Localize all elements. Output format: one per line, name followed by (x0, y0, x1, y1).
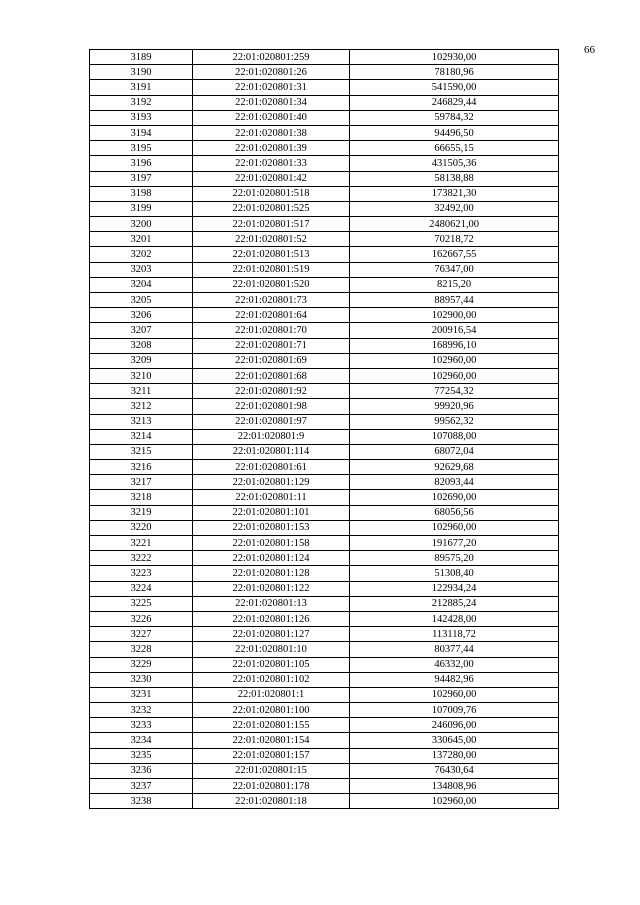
table-row (90, 505, 559, 520)
cadastral-number-cell: 22:01:020801:42 (193, 171, 350, 186)
table-row (90, 353, 559, 368)
cadastral-number-cell: 22:01:020801:97 (193, 414, 350, 429)
cadastral-value-cell: 246829,44 (350, 95, 559, 110)
table-row (90, 490, 559, 505)
cadastral-number-cell: 22:01:020801:34 (193, 95, 350, 110)
cadastral-value-cell: 246096,00 (350, 718, 559, 733)
table-row (90, 779, 559, 794)
table-row (90, 262, 559, 277)
cadastral-value-cell: 82093,44 (350, 475, 559, 490)
cadastral-value-cell: 94482,96 (350, 672, 559, 687)
row-number-cell: 3224 (90, 581, 193, 596)
row-number-cell: 3234 (90, 733, 193, 748)
cadastral-number-cell: 22:01:020801:98 (193, 399, 350, 414)
cadastral-number-cell: 22:01:020801:158 (193, 536, 350, 551)
cadastral-number-cell: 22:01:020801:124 (193, 551, 350, 566)
table-row (90, 748, 559, 763)
row-number-cell: 3212 (90, 399, 193, 414)
table-row (90, 718, 559, 733)
cadastral-value-cell: 137280,00 (350, 748, 559, 763)
row-number-cell: 3215 (90, 444, 193, 459)
row-number-cell: 3202 (90, 247, 193, 262)
table-row (90, 368, 559, 383)
cadastral-number-cell: 22:01:020801:1 (193, 687, 350, 702)
cadastral-value-cell: 89575,20 (350, 551, 559, 566)
table-row (90, 627, 559, 642)
cadastral-number-cell: 22:01:020801:18 (193, 794, 350, 809)
cadastral-number-cell: 22:01:020801:26 (193, 65, 350, 80)
cadastral-value-cell: 70218,72 (350, 232, 559, 247)
cadastral-value-cell: 99920,96 (350, 399, 559, 414)
cadastral-value-cell: 212885,24 (350, 596, 559, 611)
cadastral-value-cell: 107088,00 (350, 429, 559, 444)
cadastral-value-cell: 78180,96 (350, 65, 559, 80)
cadastral-number-cell: 22:01:020801:52 (193, 232, 350, 247)
cadastral-value-cell: 8215,20 (350, 277, 559, 292)
cadastral-value-cell: 46332,00 (350, 657, 559, 672)
cadastral-number-cell: 22:01:020801:33 (193, 156, 350, 171)
table-row (90, 763, 559, 778)
table-row (90, 232, 559, 247)
row-number-cell: 3218 (90, 490, 193, 505)
cadastral-number-cell: 22:01:020801:68 (193, 368, 350, 383)
table-row (90, 110, 559, 125)
row-number-cell: 3193 (90, 110, 193, 125)
cadastral-value-cell: 107009,76 (350, 703, 559, 718)
row-number-cell: 3229 (90, 657, 193, 672)
cadastral-value-cell: 77254,32 (350, 384, 559, 399)
cadastral-number-cell: 22:01:020801:518 (193, 186, 350, 201)
cadastral-number-cell: 22:01:020801:9 (193, 429, 350, 444)
row-number-cell: 3209 (90, 353, 193, 368)
cadastral-value-cell: 32492,00 (350, 201, 559, 216)
row-number-cell: 3191 (90, 80, 193, 95)
cadastral-number-cell: 22:01:020801:100 (193, 703, 350, 718)
table-row (90, 247, 559, 262)
row-number-cell: 3236 (90, 763, 193, 778)
cadastral-number-cell: 22:01:020801:154 (193, 733, 350, 748)
row-number-cell: 3206 (90, 308, 193, 323)
row-number-cell: 3199 (90, 201, 193, 216)
row-number-cell: 3211 (90, 384, 193, 399)
table-row (90, 65, 559, 80)
cadastral-value-cell: 80377,44 (350, 642, 559, 657)
cadastral-number-cell: 22:01:020801:520 (193, 277, 350, 292)
cadastral-number-cell: 22:01:020801:39 (193, 141, 350, 156)
cadastral-number-cell: 22:01:020801:15 (193, 763, 350, 778)
row-number-cell: 3214 (90, 429, 193, 444)
cadastral-number-cell: 22:01:020801:178 (193, 779, 350, 794)
row-number-cell: 3195 (90, 141, 193, 156)
cadastral-number-cell: 22:01:020801:92 (193, 384, 350, 399)
cadastral-value-cell: 431505,36 (350, 156, 559, 171)
table-row (90, 338, 559, 353)
cadastral-value-cell: 102960,00 (350, 353, 559, 368)
row-number-cell: 3205 (90, 293, 193, 308)
cadastral-number-cell: 22:01:020801:128 (193, 566, 350, 581)
cadastral-value-cell: 191677,20 (350, 536, 559, 551)
cadastral-number-cell: 22:01:020801:13 (193, 596, 350, 611)
row-number-cell: 3196 (90, 156, 193, 171)
cadastral-number-cell: 22:01:020801:69 (193, 353, 350, 368)
table-row (90, 596, 559, 611)
row-number-cell: 3197 (90, 171, 193, 186)
row-number-cell: 3233 (90, 718, 193, 733)
table-row (90, 277, 559, 292)
row-number-cell: 3203 (90, 262, 193, 277)
cadastral-value-cell: 200916,54 (350, 323, 559, 338)
cadastral-value-cell: 102900,00 (350, 308, 559, 323)
cadastral-number-cell: 22:01:020801:259 (193, 50, 350, 65)
cadastral-number-cell: 22:01:020801:122 (193, 581, 350, 596)
table-row (90, 308, 559, 323)
cadastral-number-cell: 22:01:020801:126 (193, 611, 350, 626)
row-number-cell: 3230 (90, 672, 193, 687)
cadastral-number-cell: 22:01:020801:129 (193, 475, 350, 490)
table-row (90, 475, 559, 490)
row-number-cell: 3216 (90, 460, 193, 475)
row-number-cell: 3231 (90, 687, 193, 702)
cadastral-value-cell: 102690,00 (350, 490, 559, 505)
cadastral-value-cell: 99562,32 (350, 414, 559, 429)
row-number-cell: 3189 (90, 50, 193, 65)
cadastral-value-cell: 68056,56 (350, 505, 559, 520)
row-number-cell: 3207 (90, 323, 193, 338)
cadastral-value-cell: 102960,00 (350, 794, 559, 809)
table-body (90, 50, 559, 809)
cadastral-number-cell: 22:01:020801:73 (193, 293, 350, 308)
table-row (90, 414, 559, 429)
cadastral-number-cell: 22:01:020801:157 (193, 748, 350, 763)
table-row (90, 642, 559, 657)
row-number-cell: 3210 (90, 368, 193, 383)
table-row (90, 566, 559, 581)
row-number-cell: 3190 (90, 65, 193, 80)
cadastral-value-cell: 76430,64 (350, 763, 559, 778)
cadastral-value-cell: 51308,40 (350, 566, 559, 581)
row-number-cell: 3204 (90, 277, 193, 292)
cadastral-value-cell: 173821,30 (350, 186, 559, 201)
table-row (90, 95, 559, 110)
cadastral-value-cell: 168996,10 (350, 338, 559, 353)
cadastral-value-cell: 102960,00 (350, 368, 559, 383)
cadastral-number-cell: 22:01:020801:155 (193, 718, 350, 733)
cadastral-value-cell: 76347,00 (350, 262, 559, 277)
table-row (90, 186, 559, 201)
row-number-cell: 3238 (90, 794, 193, 809)
cadastral-number-cell: 22:01:020801:101 (193, 505, 350, 520)
table-row (90, 293, 559, 308)
table-row (90, 141, 559, 156)
row-number-cell: 3219 (90, 505, 193, 520)
cadastral-number-cell: 22:01:020801:519 (193, 262, 350, 277)
cadastral-number-cell: 22:01:020801:114 (193, 444, 350, 459)
cadastral-value-cell: 142428,00 (350, 611, 559, 626)
table-row (90, 217, 559, 232)
table-row (90, 80, 559, 95)
cadastral-value-cell: 88957,44 (350, 293, 559, 308)
cadastral-value-cell: 134808,96 (350, 779, 559, 794)
table-row (90, 611, 559, 626)
table-row (90, 794, 559, 809)
table-row (90, 687, 559, 702)
table-row (90, 384, 559, 399)
table-row (90, 444, 559, 459)
row-number-cell: 3225 (90, 596, 193, 611)
cadastral-number-cell: 22:01:020801:153 (193, 520, 350, 535)
cadastral-number-cell: 22:01:020801:102 (193, 672, 350, 687)
row-number-cell: 3228 (90, 642, 193, 657)
row-number-cell: 3198 (90, 186, 193, 201)
row-number-cell: 3232 (90, 703, 193, 718)
page-number: 66 (584, 44, 595, 56)
cadastral-number-cell: 22:01:020801:71 (193, 338, 350, 353)
cadastral-value-cell: 94496,50 (350, 125, 559, 140)
row-number-cell: 3217 (90, 475, 193, 490)
cadastral-number-cell: 22:01:020801:31 (193, 80, 350, 95)
table-row (90, 50, 559, 65)
table-row (90, 536, 559, 551)
table-row (90, 581, 559, 596)
row-number-cell: 3200 (90, 217, 193, 232)
cadastral-number-cell: 22:01:020801:127 (193, 627, 350, 642)
cadastral-value-cell: 58138,88 (350, 171, 559, 186)
cadastral-number-cell: 22:01:020801:40 (193, 110, 350, 125)
cadastral-number-cell: 22:01:020801:61 (193, 460, 350, 475)
row-number-cell: 3235 (90, 748, 193, 763)
table-row (90, 733, 559, 748)
cadastral-number-cell: 22:01:020801:11 (193, 490, 350, 505)
cadastral-value-cell: 102930,00 (350, 50, 559, 65)
row-number-cell: 3226 (90, 611, 193, 626)
row-number-cell: 3194 (90, 125, 193, 140)
cadastral-value-cell: 92629,68 (350, 460, 559, 475)
row-number-cell: 3221 (90, 536, 193, 551)
table-row (90, 156, 559, 171)
cadastral-number-cell: 22:01:020801:105 (193, 657, 350, 672)
table-row (90, 657, 559, 672)
table-row (90, 703, 559, 718)
table-row (90, 520, 559, 535)
cadastral-value-cell: 102960,00 (350, 520, 559, 535)
row-number-cell: 3208 (90, 338, 193, 353)
cadastral-number-cell: 22:01:020801:517 (193, 217, 350, 232)
cadastral-number-cell: 22:01:020801:525 (193, 201, 350, 216)
row-number-cell: 3201 (90, 232, 193, 247)
row-number-cell: 3227 (90, 627, 193, 642)
cadastral-value-cell: 59784,32 (350, 110, 559, 125)
table-row (90, 551, 559, 566)
row-number-cell: 3192 (90, 95, 193, 110)
table-row (90, 323, 559, 338)
table-row (90, 171, 559, 186)
table-row (90, 672, 559, 687)
cadastral-value-cell: 68072,04 (350, 444, 559, 459)
cadastral-number-cell: 22:01:020801:38 (193, 125, 350, 140)
cadastral-value-cell: 113118,72 (350, 627, 559, 642)
cadastral-number-cell: 22:01:020801:513 (193, 247, 350, 262)
table-row (90, 429, 559, 444)
row-number-cell: 3222 (90, 551, 193, 566)
cadastral-number-cell: 22:01:020801:10 (193, 642, 350, 657)
cadastral-value-table (89, 49, 559, 809)
cadastral-number-cell: 22:01:020801:70 (193, 323, 350, 338)
row-number-cell: 3220 (90, 520, 193, 535)
cadastral-value-cell: 66655,15 (350, 141, 559, 156)
cadastral-value-cell: 102960,00 (350, 687, 559, 702)
row-number-cell: 3223 (90, 566, 193, 581)
table-row (90, 201, 559, 216)
row-number-cell: 3213 (90, 414, 193, 429)
cadastral-value-cell: 122934,24 (350, 581, 559, 596)
cadastral-number-cell: 22:01:020801:64 (193, 308, 350, 323)
cadastral-value-cell: 541590,00 (350, 80, 559, 95)
table-row (90, 125, 559, 140)
row-number-cell: 3237 (90, 779, 193, 794)
cadastral-value-cell: 2480621,00 (350, 217, 559, 232)
cadastral-value-cell: 330645,00 (350, 733, 559, 748)
table-row (90, 399, 559, 414)
cadastral-value-cell: 162667,55 (350, 247, 559, 262)
table-row (90, 460, 559, 475)
